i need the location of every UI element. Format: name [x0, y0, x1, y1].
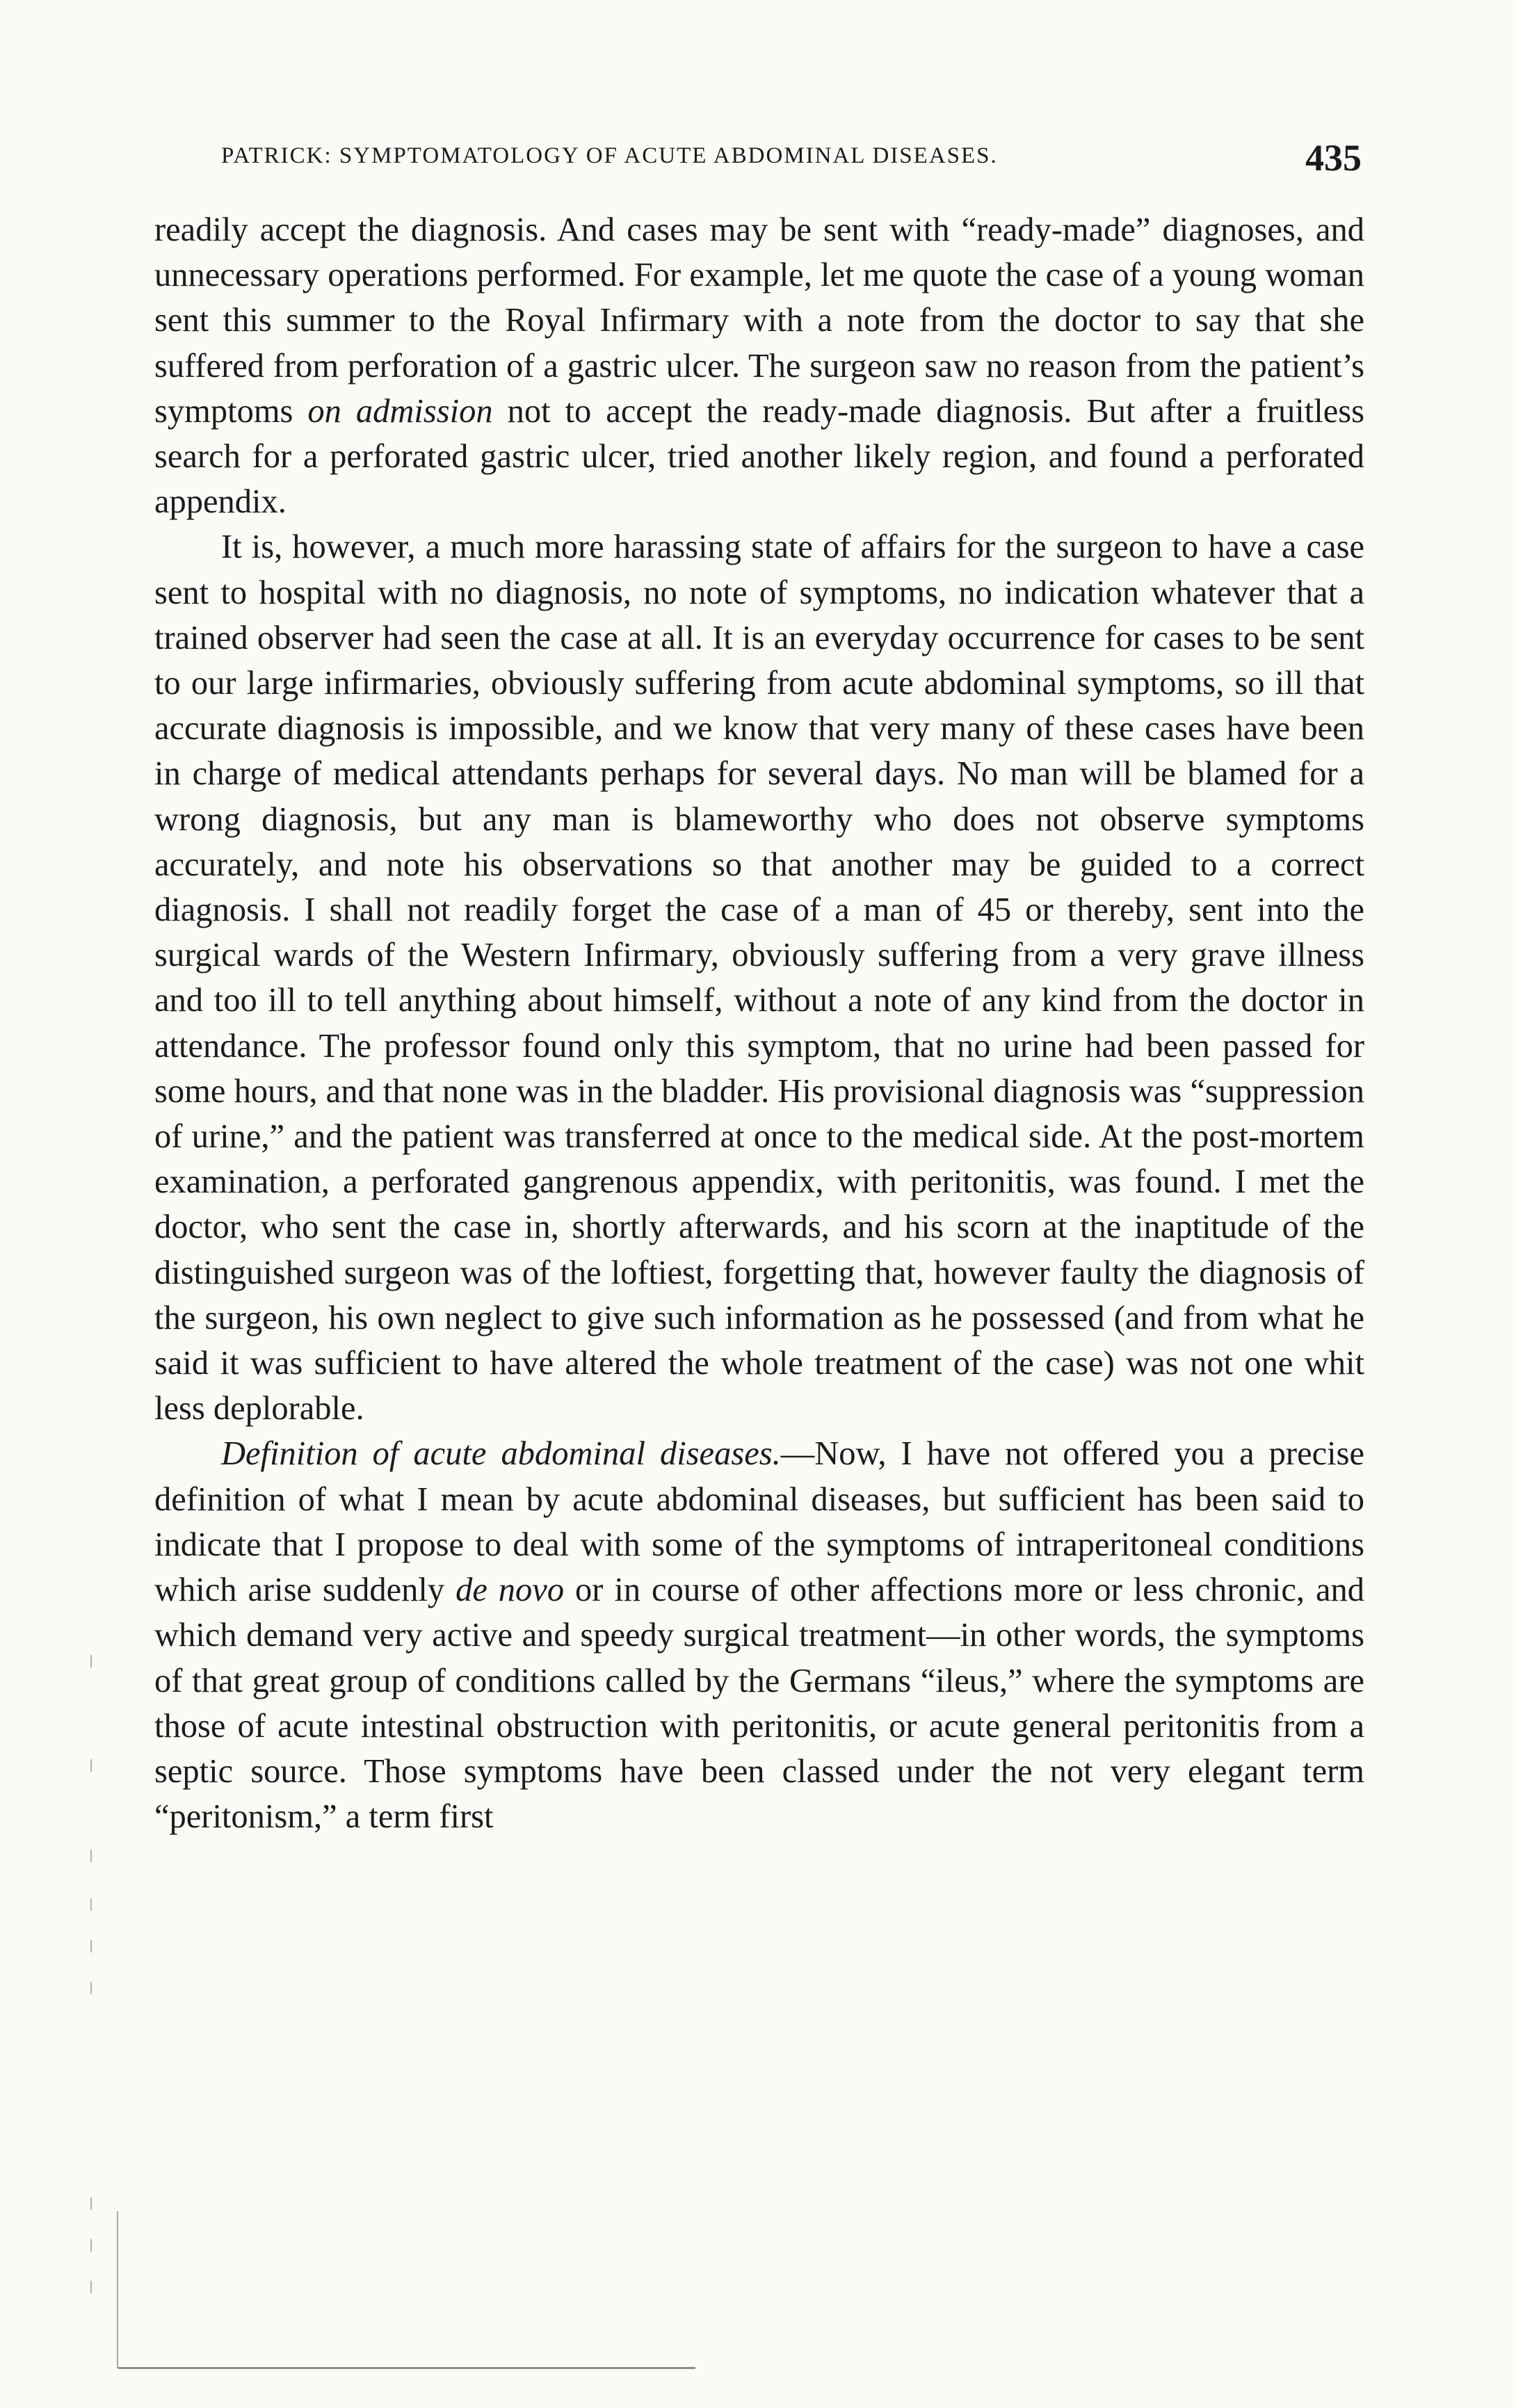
- margin-mark: [90, 1898, 92, 1911]
- paragraph-2: It is, however, a much more harassing state of affairs for the surgeon to have a case sent to hospital with no diagnosis, no note of symptoms, no indication whatever that a trained observer had seen the case at all. It is an everyday occurrence for cases to be sent to our large infirmaries, obviously suffering from acute abdominal symptoms, so ill that accurate diagnosis is impossible, and we know that very many of these cases have been in charge of medical attendants perhaps for several days. No man will be blamed for a wrong diagnosis, but any man is blameworthy who does not observe symptoms accurately, and note his observations so that another may be guided to a correct diagnosis. I shall not readily forget the case of a man of 45 or thereby, sent into the surgical wards of the Western Infirmary, obviously suffering from a very grave illness and too ill to tell anything about himself, without a note of any kind from the doctor in attendance. The professor found only this symptom, that no urine had been passed for some hours, and that none was in the bladder. His provisional diagnosis was “suppression of urine,” and the patient was transferred at once to the medical side. At the post-mortem examination, a perforated gangrenous appendix, with peritonitis, was found. I met the doctor, who sent the case in, shortly afterwards, and his scorn at the inaptitude of the distinguished surgeon was of the loftiest, forgetting that, however faulty the diagnosis of the surgeon, his own neglect to give such information as he possessed (and from what he said it was sufficient to have altered the whole treatment of the case) was not one whit less deplorable.: [154, 528, 1364, 1428]
- scan-bottom-line: [118, 2367, 695, 2369]
- margin-mark: [90, 1850, 92, 1862]
- margin-mark: [90, 1759, 92, 1772]
- margin-mark: [90, 1655, 92, 1667]
- paragraph-3-text-a: —Now, I have not offered you a precise definition of what I mean by acute abdominal diseases, but sufficient has been said to indicate that I propose to deal with some of the symptoms of intraperitoneal conditions which arise suddenly: [154, 1435, 1364, 1609]
- scan-edge-line: [117, 2211, 118, 2368]
- running-head-title: PATRICK: SYMPTOMATOLOGY OF ACUTE ABDOMINAL DISEASES.: [221, 143, 998, 168]
- section-heading: Definition of acute abdominal diseases.: [221, 1435, 781, 1473]
- paragraph-1: [154, 207, 1364, 524]
- paragraph-3-italic: de novo: [455, 1571, 565, 1609]
- running-head: [221, 139, 1362, 181]
- margin-scan-marks: [90, 1655, 118, 2350]
- body-text: [154, 207, 1364, 1839]
- paragraph-1-rest: not to accept the ready-made diagnosis. But after a fruitless search for a perforated gastric ulcer, tried another likely region, and found a perforated appendix.: [154, 392, 1364, 521]
- margin-mark: [90, 2281, 92, 2293]
- margin-mark: [90, 1982, 92, 1994]
- paragraph-3: [154, 1431, 1364, 1839]
- margin-mark: [90, 1940, 92, 1953]
- paragraph-1-italic: on admission: [307, 392, 493, 430]
- page-number: 435: [1305, 137, 1362, 179]
- margin-mark: [90, 2197, 92, 2210]
- margin-mark: [90, 2239, 92, 2252]
- paragraph-1-text: readily accept the diagnosis. And cases may be sent with “ready-made” diagnoses, and unnecessary operations performed. For example, let me quote the case of a young woman sent this summer to the Royal Infirmary with a note from the doctor to say that she suffered from perforation of a gastric ulcer. The surgeon saw no reason from the patient’s symptoms: [154, 211, 1364, 430]
- paragraph-3-text-b: or in course of other affections more or less chronic, and which demand very active and speedy surgical treatment—in other words, the symptoms of that great group of conditions called by the Germans “ileus,” where the symptoms are those of acute intestinal obstruction with peritonitis, or acute general peritonitis from a septic source. Those symptoms have been classed under the not very elegant term “peritonism,” a term first: [154, 1571, 1364, 1836]
